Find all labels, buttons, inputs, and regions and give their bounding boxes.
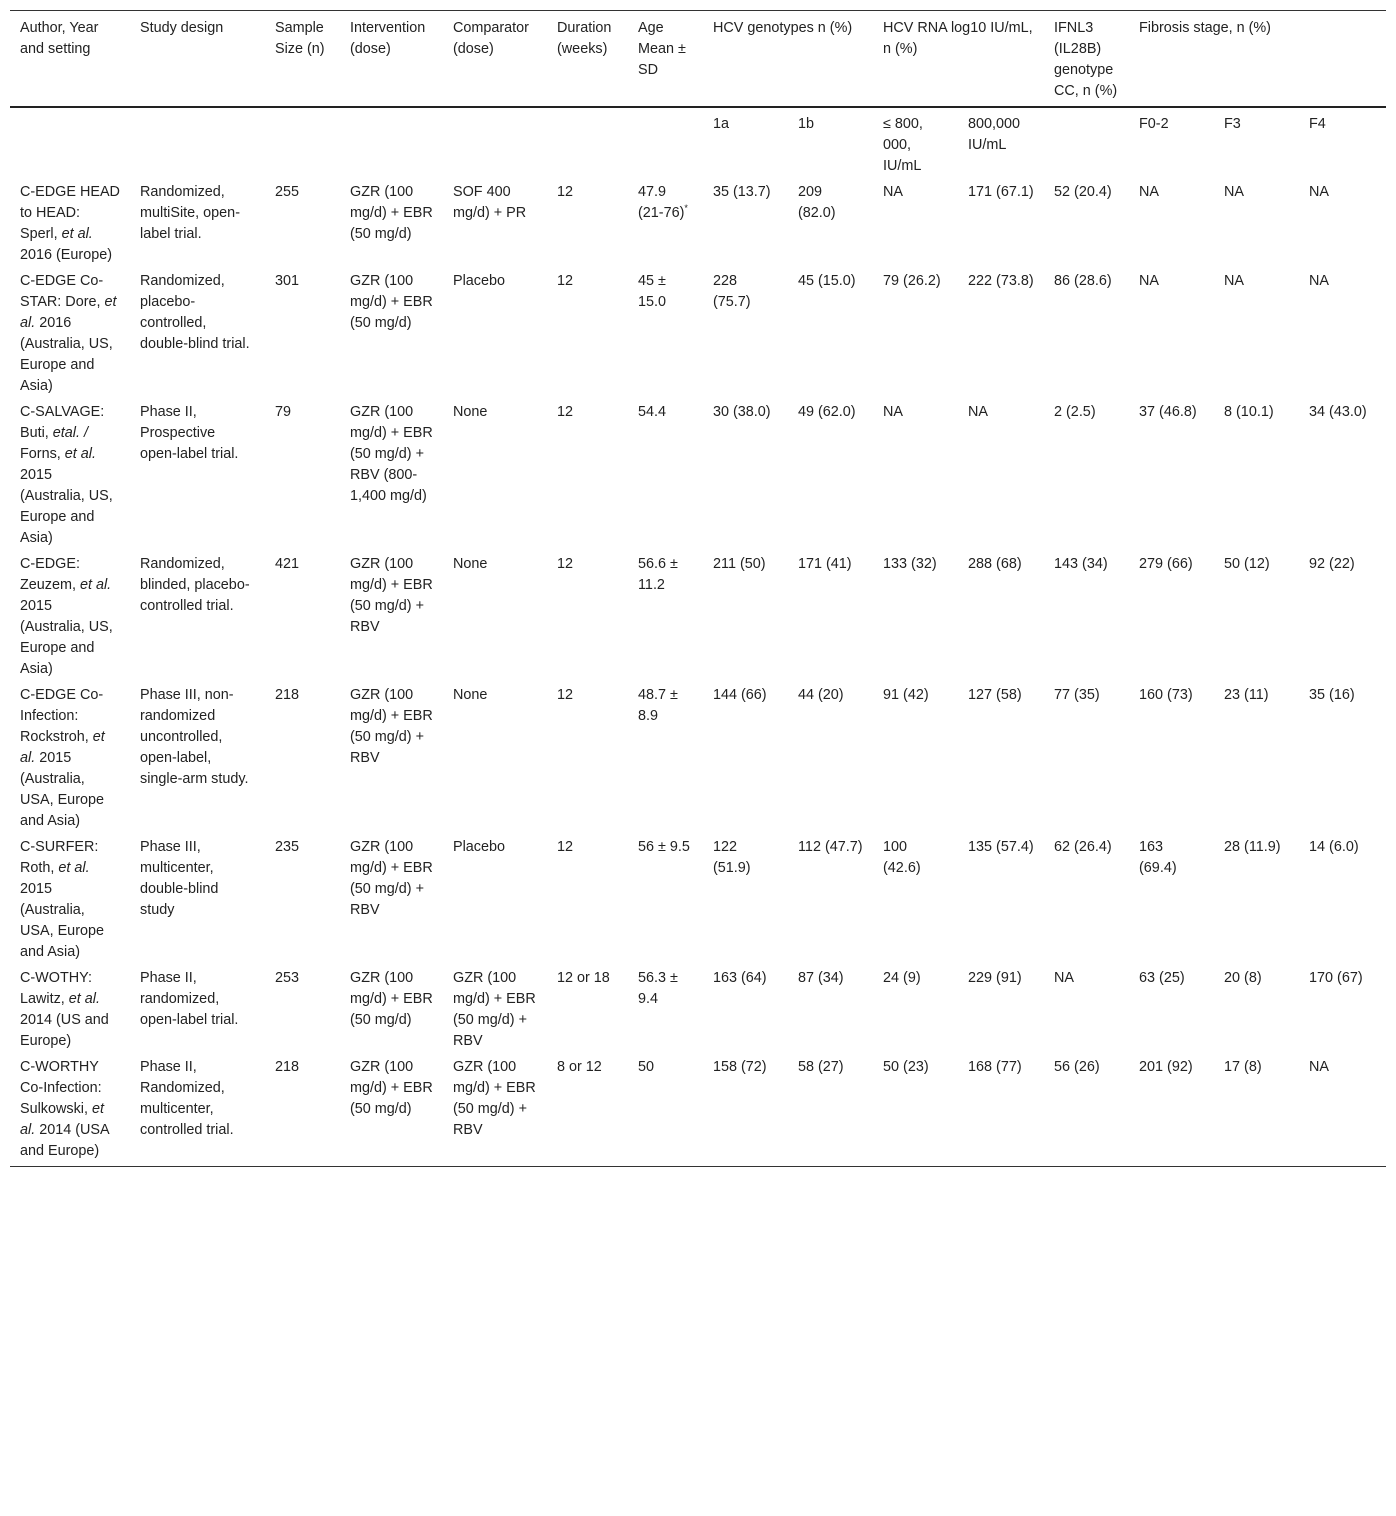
cell-ifnl3 xyxy=(1044,964,1129,1053)
cell-intervention xyxy=(340,178,443,267)
cell-value: 56.6 ± 11.2 xyxy=(638,556,678,593)
author-text: Forns, xyxy=(20,446,65,462)
cell-comparator xyxy=(443,550,547,681)
cell-value: 77 (35) xyxy=(1054,687,1100,703)
sub-empty xyxy=(628,107,703,178)
cell-value: 12 xyxy=(557,687,574,703)
author-text: C-EDGE Co-STAR: Dore, xyxy=(20,273,105,310)
cell-value: Phase II, Randomized, multicenter, controlled trial. xyxy=(140,1059,234,1138)
cell-sample xyxy=(265,964,340,1053)
cell-f3 xyxy=(1214,398,1299,550)
cell-value: NA xyxy=(1309,184,1330,200)
cell-author xyxy=(10,550,130,681)
cell-value: 218 xyxy=(275,1059,300,1075)
cell-value: 127 (58) xyxy=(968,687,1022,703)
cell-rna-high xyxy=(958,964,1044,1053)
cell-value: Randomized, blinded, placebo-controlled trial. xyxy=(140,556,250,614)
cell-sample xyxy=(265,550,340,681)
table-row xyxy=(10,1053,1386,1167)
cell-g1a xyxy=(703,398,788,550)
cell-f4 xyxy=(1299,267,1386,398)
table-container xyxy=(10,10,1386,1167)
cell-value: GZR (100 mg/d) + EBR (50 mg/d) xyxy=(350,970,433,1028)
cell-f02 xyxy=(1129,267,1214,398)
cell-f4 xyxy=(1299,964,1386,1053)
cell-value: 14 (6.0) xyxy=(1309,839,1359,855)
cell-value: 2 (2.5) xyxy=(1054,404,1096,420)
header-rna: HCV RNA log10 IU/mL, n (%) xyxy=(883,20,1033,57)
author-etal: et al. xyxy=(61,226,93,242)
cell-value: 50 xyxy=(638,1059,655,1075)
cell-f02 xyxy=(1129,964,1214,1053)
cell-duration xyxy=(547,178,628,267)
cell-value: 12 xyxy=(557,404,574,420)
table-row xyxy=(10,681,1386,833)
study-characteristics-table xyxy=(10,10,1386,1167)
cell-value: 87 (34) xyxy=(798,970,844,986)
header-duration: Duration (weeks) xyxy=(557,20,612,57)
sub-empty xyxy=(443,107,547,178)
cell-value: 122 (51.9) xyxy=(713,839,751,876)
cell-intervention xyxy=(340,1053,443,1167)
cell-value: GZR (100 mg/d) + EBR (50 mg/d) + RBV xyxy=(350,839,433,918)
cell-rna-low xyxy=(873,398,958,550)
cell-intervention xyxy=(340,681,443,833)
cell-ifnl3 xyxy=(1044,267,1129,398)
cell-value: Randomized, multiSite, open-label trial. xyxy=(140,184,240,242)
cell-g1a xyxy=(703,681,788,833)
author-text: 2015 (Australia, US, Europe and Asia) xyxy=(20,467,113,546)
author-text: C-WOTHY: Lawitz, xyxy=(20,970,92,1007)
table-header xyxy=(10,11,1386,108)
cell-value: 56.3 ± 9.4 xyxy=(638,970,678,1007)
cell-author xyxy=(10,681,130,833)
cell-design xyxy=(130,833,265,964)
cell-value: 62 (26.4) xyxy=(1054,839,1112,855)
cell-g1a xyxy=(703,550,788,681)
header-comparator: Comparator (dose) xyxy=(453,20,529,57)
table-row xyxy=(10,550,1386,681)
cell-g1a xyxy=(703,1053,788,1167)
cell-g1b xyxy=(788,178,873,267)
cell-f3 xyxy=(1214,833,1299,964)
cell-ifnl3 xyxy=(1044,833,1129,964)
cell-value: 100 (42.6) xyxy=(883,839,921,876)
table-row xyxy=(10,964,1386,1053)
cell-g1b xyxy=(788,964,873,1053)
author-etal: et al. xyxy=(64,446,96,462)
subheader-1a: 1a xyxy=(713,116,730,132)
cell-ifnl3 xyxy=(1044,398,1129,550)
cell-value: 20 (8) xyxy=(1224,970,1262,986)
cell-value: 168 (77) xyxy=(968,1059,1022,1075)
cell-value: GZR (100 mg/d) + EBR (50 mg/d) + RBV (800-1,400 mg/d) xyxy=(350,404,433,504)
cell-age xyxy=(628,178,703,267)
cell-value: 45 (15.0) xyxy=(798,273,856,289)
cell-rna-high xyxy=(958,681,1044,833)
cell-duration xyxy=(547,1053,628,1167)
cell-value: 279 (66) xyxy=(1139,556,1193,572)
footnote-marker: * xyxy=(684,203,688,214)
cell-comparator xyxy=(443,398,547,550)
cell-value: 201 (92) xyxy=(1139,1059,1193,1075)
cell-value: NA xyxy=(1224,273,1245,289)
author-text: C-EDGE: Zeuzem, xyxy=(20,556,80,593)
header-intervention: Intervention (dose) xyxy=(350,20,426,57)
cell-value: 24 (9) xyxy=(883,970,921,986)
cell-rna-low xyxy=(873,833,958,964)
cell-value: 34 (43.0) xyxy=(1309,404,1367,420)
cell-value: 12 xyxy=(557,556,574,572)
sub-empty xyxy=(10,107,130,178)
cell-author xyxy=(10,178,130,267)
cell-value: 112 (47.7) xyxy=(798,839,863,855)
cell-value: NA xyxy=(968,404,989,420)
cell-value: NA xyxy=(1309,273,1330,289)
cell-comparator xyxy=(443,267,547,398)
subheader-f0-2: F0-2 xyxy=(1139,116,1169,132)
header-ifnl3: IFNL3 (IL28B) genotype CC, n (%) xyxy=(1054,20,1118,99)
cell-value: Phase II, Prospective open-label trial. xyxy=(140,404,239,462)
cell-intervention xyxy=(340,833,443,964)
sub-empty xyxy=(130,107,265,178)
cell-rna-low xyxy=(873,681,958,833)
cell-g1b xyxy=(788,267,873,398)
cell-value: 235 xyxy=(275,839,300,855)
cell-sample xyxy=(265,267,340,398)
cell-value: 143 (34) xyxy=(1054,556,1108,572)
cell-age xyxy=(628,398,703,550)
cell-age xyxy=(628,833,703,964)
sub-empty xyxy=(547,107,628,178)
cell-value: 35 (13.7) xyxy=(713,184,771,200)
cell-f3 xyxy=(1214,178,1299,267)
cell-age xyxy=(628,681,703,833)
author-text: 2015 (Australia, US, Europe and Asia) xyxy=(20,598,113,677)
cell-value: 17 (8) xyxy=(1224,1059,1262,1075)
cell-f02 xyxy=(1129,398,1214,550)
cell-design xyxy=(130,267,265,398)
cell-value: 163 (64) xyxy=(713,970,767,986)
cell-value: NA xyxy=(1054,970,1075,986)
cell-value: Placebo xyxy=(453,273,506,289)
cell-g1a xyxy=(703,267,788,398)
cell-comparator xyxy=(443,681,547,833)
author-text: 2016 (Europe) xyxy=(20,247,113,263)
cell-value: 50 (23) xyxy=(883,1059,929,1075)
table-row xyxy=(10,267,1386,398)
cell-f02 xyxy=(1129,681,1214,833)
cell-ifnl3 xyxy=(1044,681,1129,833)
subheader-rna-low: ≤ 800, 000, IU/mL xyxy=(883,116,923,174)
author-text: C-EDGE Co-Infection: Rockstroh, xyxy=(20,687,104,745)
cell-duration xyxy=(547,267,628,398)
author-etal: et al. xyxy=(79,577,112,593)
subheader-f4: F4 xyxy=(1309,116,1326,132)
cell-ifnl3 xyxy=(1044,550,1129,681)
cell-f02 xyxy=(1129,833,1214,964)
cell-value: GZR (100 mg/d) + EBR (50 mg/d) + RBV xyxy=(453,970,536,1049)
cell-g1a xyxy=(703,178,788,267)
cell-value: 45 ± 15.0 xyxy=(638,273,667,310)
cell-age xyxy=(628,550,703,681)
cell-value: 253 xyxy=(275,970,300,986)
cell-value: GZR (100 mg/d) + EBR (50 mg/d) + RBV xyxy=(350,687,433,766)
cell-f02 xyxy=(1129,550,1214,681)
cell-value: 228 (75.7) xyxy=(713,273,751,310)
cell-value: 79 xyxy=(275,404,292,420)
cell-value: 92 (22) xyxy=(1309,556,1355,572)
subheader-rna-high: 800,000 IU/mL xyxy=(968,116,1021,153)
cell-f4 xyxy=(1299,681,1386,833)
cell-value: 211 (50) xyxy=(713,556,766,572)
table-row xyxy=(10,178,1386,267)
cell-f02 xyxy=(1129,178,1214,267)
sub-empty xyxy=(1044,107,1129,178)
cell-g1b xyxy=(788,681,873,833)
cell-rna-high xyxy=(958,178,1044,267)
cell-sample xyxy=(265,178,340,267)
cell-value: 52 (20.4) xyxy=(1054,184,1112,200)
cell-value: 160 (73) xyxy=(1139,687,1193,703)
cell-rna-low xyxy=(873,267,958,398)
cell-design xyxy=(130,550,265,681)
header-row xyxy=(10,11,1386,108)
cell-value: NA xyxy=(883,404,904,420)
sub-empty xyxy=(340,107,443,178)
author-etal: et al. xyxy=(20,729,105,766)
cell-value: 35 (16) xyxy=(1309,687,1355,703)
cell-age xyxy=(628,1053,703,1167)
cell-value: GZR (100 mg/d) + EBR (50 mg/d) xyxy=(350,273,433,331)
cell-comparator xyxy=(443,1053,547,1167)
cell-rna-low xyxy=(873,1053,958,1167)
cell-rna-high xyxy=(958,267,1044,398)
cell-intervention xyxy=(340,267,443,398)
cell-sample xyxy=(265,398,340,550)
cell-value: 8 or 12 xyxy=(557,1059,602,1075)
author-text: C-SALVAGE: Buti, xyxy=(20,404,105,441)
subheader-f3: F3 xyxy=(1224,116,1241,132)
cell-value: 49 (62.0) xyxy=(798,404,856,420)
cell-value: 58 (27) xyxy=(798,1059,844,1075)
cell-author xyxy=(10,1053,130,1167)
cell-f4 xyxy=(1299,833,1386,964)
cell-f4 xyxy=(1299,398,1386,550)
author-text: 2016 (Australia, US, Europe and Asia) xyxy=(20,315,113,394)
cell-value: 12 xyxy=(557,839,574,855)
cell-value: 23 (11) xyxy=(1224,687,1269,703)
cell-design xyxy=(130,681,265,833)
cell-value: Phase III, multicenter, double-blind study xyxy=(140,839,219,918)
cell-value: NA xyxy=(1139,184,1160,200)
cell-g1b xyxy=(788,550,873,681)
cell-value: NA xyxy=(1309,1059,1330,1075)
cell-value: Phase III, non-randomized uncontrolled, open-label, single-arm study. xyxy=(140,687,249,787)
cell-g1a xyxy=(703,964,788,1053)
cell-value: Randomized, placebo-controlled, double-blind trial. xyxy=(140,273,250,352)
header-author: Author, Year and setting xyxy=(20,20,99,57)
cell-g1b xyxy=(788,1053,873,1167)
cell-age xyxy=(628,964,703,1053)
cell-duration xyxy=(547,398,628,550)
cell-design xyxy=(130,964,265,1053)
cell-intervention xyxy=(340,550,443,681)
author-etal: et al. xyxy=(20,294,117,331)
cell-value: 163 (69.4) xyxy=(1139,839,1177,876)
cell-value: None xyxy=(453,687,488,703)
cell-f4 xyxy=(1299,178,1386,267)
cell-rna-high xyxy=(958,550,1044,681)
cell-value: 86 (28.6) xyxy=(1054,273,1112,289)
cell-value: 171 (41) xyxy=(798,556,852,572)
cell-f3 xyxy=(1214,267,1299,398)
cell-value: 222 (73.8) xyxy=(968,273,1034,289)
author-text: 2014 (US and Europe) xyxy=(20,1012,109,1049)
cell-value: 37 (46.8) xyxy=(1139,404,1197,420)
cell-value: SOF 400 mg/d) + PR xyxy=(453,184,527,221)
cell-f3 xyxy=(1214,964,1299,1053)
table-row xyxy=(10,398,1386,550)
cell-sample xyxy=(265,681,340,833)
cell-value: 79 (26.2) xyxy=(883,273,941,289)
header-fibrosis: Fibrosis stage, n (%) xyxy=(1139,20,1271,36)
cell-value: 255 xyxy=(275,184,300,200)
cell-value: 50 (12) xyxy=(1224,556,1270,572)
cell-comparator xyxy=(443,178,547,267)
cell-sample xyxy=(265,1053,340,1167)
cell-f3 xyxy=(1214,550,1299,681)
cell-value: 12 xyxy=(557,273,574,289)
author-text: 2014 (USA and Europe) xyxy=(20,1122,109,1159)
author-text: C-WORTHY Co-Infection: Sulkowski, xyxy=(20,1059,102,1117)
cell-value: 158 (72) xyxy=(713,1059,767,1075)
cell-duration xyxy=(547,964,628,1053)
header-age: Age Mean ± SD xyxy=(638,20,686,78)
cell-rna-high xyxy=(958,1053,1044,1167)
cell-rna-high xyxy=(958,833,1044,964)
cell-value: 133 (32) xyxy=(883,556,937,572)
table-body xyxy=(10,107,1386,1167)
author-text: C-SURFER: Roth, xyxy=(20,839,99,876)
cell-g1b xyxy=(788,398,873,550)
cell-intervention xyxy=(340,398,443,550)
cell-design xyxy=(130,398,265,550)
cell-value: None xyxy=(453,556,488,572)
cell-value: 56 (26) xyxy=(1054,1059,1100,1075)
cell-value: NA xyxy=(1224,184,1245,200)
author-etal: et al. xyxy=(58,860,90,876)
cell-author xyxy=(10,267,130,398)
cell-value: 47.9 (21-76) xyxy=(638,184,685,221)
author-text: C-EDGE HEAD to HEAD: Sperl, xyxy=(20,184,120,242)
cell-age xyxy=(628,267,703,398)
cell-value: 91 (42) xyxy=(883,687,929,703)
author-etal: et al. xyxy=(68,991,100,1007)
cell-value: Placebo xyxy=(453,839,506,855)
author-text: 2015 (Australia, USA, Europe and Asia) xyxy=(20,881,104,960)
cell-design xyxy=(130,1053,265,1167)
cell-f4 xyxy=(1299,1053,1386,1167)
cell-comparator xyxy=(443,964,547,1053)
cell-value: 28 (11.9) xyxy=(1224,839,1281,855)
cell-rna-low xyxy=(873,964,958,1053)
cell-duration xyxy=(547,833,628,964)
cell-value: 229 (91) xyxy=(968,970,1022,986)
cell-value: None xyxy=(453,404,488,420)
cell-value: 421 xyxy=(275,556,300,572)
sub-empty xyxy=(265,107,340,178)
cell-rna-low xyxy=(873,550,958,681)
header-design: Study design xyxy=(140,20,224,36)
subheader-row xyxy=(10,107,1386,178)
cell-value: NA xyxy=(1139,273,1160,289)
cell-value: GZR (100 mg/d) + EBR (50 mg/d) + RBV xyxy=(350,556,433,635)
cell-value: 170 (67) xyxy=(1309,970,1363,986)
table-row xyxy=(10,833,1386,964)
cell-value: 135 (57.4) xyxy=(968,839,1034,855)
cell-value: 12 xyxy=(557,184,574,200)
cell-value: 30 (38.0) xyxy=(713,404,771,420)
cell-value: 56 ± 9.5 xyxy=(638,839,690,855)
cell-value: 209 (82.0) xyxy=(798,184,836,221)
cell-duration xyxy=(547,681,628,833)
cell-value: GZR (100 mg/d) + EBR (50 mg/d) xyxy=(350,184,433,242)
cell-sample xyxy=(265,833,340,964)
cell-value: NA xyxy=(883,184,904,200)
cell-value: 44 (20) xyxy=(798,687,844,703)
cell-ifnl3 xyxy=(1044,1053,1129,1167)
cell-value: 12 or 18 xyxy=(557,970,610,986)
cell-value: 63 (25) xyxy=(1139,970,1185,986)
cell-author xyxy=(10,964,130,1053)
header-sample: Sample Size (n) xyxy=(275,20,325,57)
author-text: 2015 (Australia, USA, Europe and Asia) xyxy=(20,750,104,829)
cell-design xyxy=(130,178,265,267)
cell-g1b xyxy=(788,833,873,964)
author-etal: etal. / xyxy=(52,425,88,441)
cell-value: Phase II, randomized, open-label trial. xyxy=(140,970,239,1028)
cell-ifnl3 xyxy=(1044,178,1129,267)
cell-value: 54.4 xyxy=(638,404,667,420)
cell-value: 8 (10.1) xyxy=(1224,404,1274,420)
author-etal: et al. xyxy=(20,1101,104,1138)
cell-comparator xyxy=(443,833,547,964)
header-genotypes: HCV genotypes n (%) xyxy=(713,20,853,36)
cell-author xyxy=(10,833,130,964)
subheader-1b: 1b xyxy=(798,116,815,132)
cell-value: 301 xyxy=(275,273,300,289)
cell-f02 xyxy=(1129,1053,1214,1167)
cell-f4 xyxy=(1299,550,1386,681)
cell-value: 288 (68) xyxy=(968,556,1022,572)
cell-rna-low xyxy=(873,178,958,267)
cell-value: 48.7 ± 8.9 xyxy=(638,687,678,724)
cell-value: 218 xyxy=(275,687,300,703)
cell-intervention xyxy=(340,964,443,1053)
cell-f3 xyxy=(1214,681,1299,833)
cell-g1a xyxy=(703,833,788,964)
cell-duration xyxy=(547,550,628,681)
cell-value: GZR (100 mg/d) + EBR (50 mg/d) xyxy=(350,1059,433,1117)
cell-value: 144 (66) xyxy=(713,687,767,703)
cell-value: 171 (67.1) xyxy=(968,184,1034,200)
cell-value: GZR (100 mg/d) + EBR (50 mg/d) + RBV xyxy=(453,1059,536,1138)
cell-rna-high xyxy=(958,398,1044,550)
cell-f3 xyxy=(1214,1053,1299,1167)
cell-author xyxy=(10,398,130,550)
